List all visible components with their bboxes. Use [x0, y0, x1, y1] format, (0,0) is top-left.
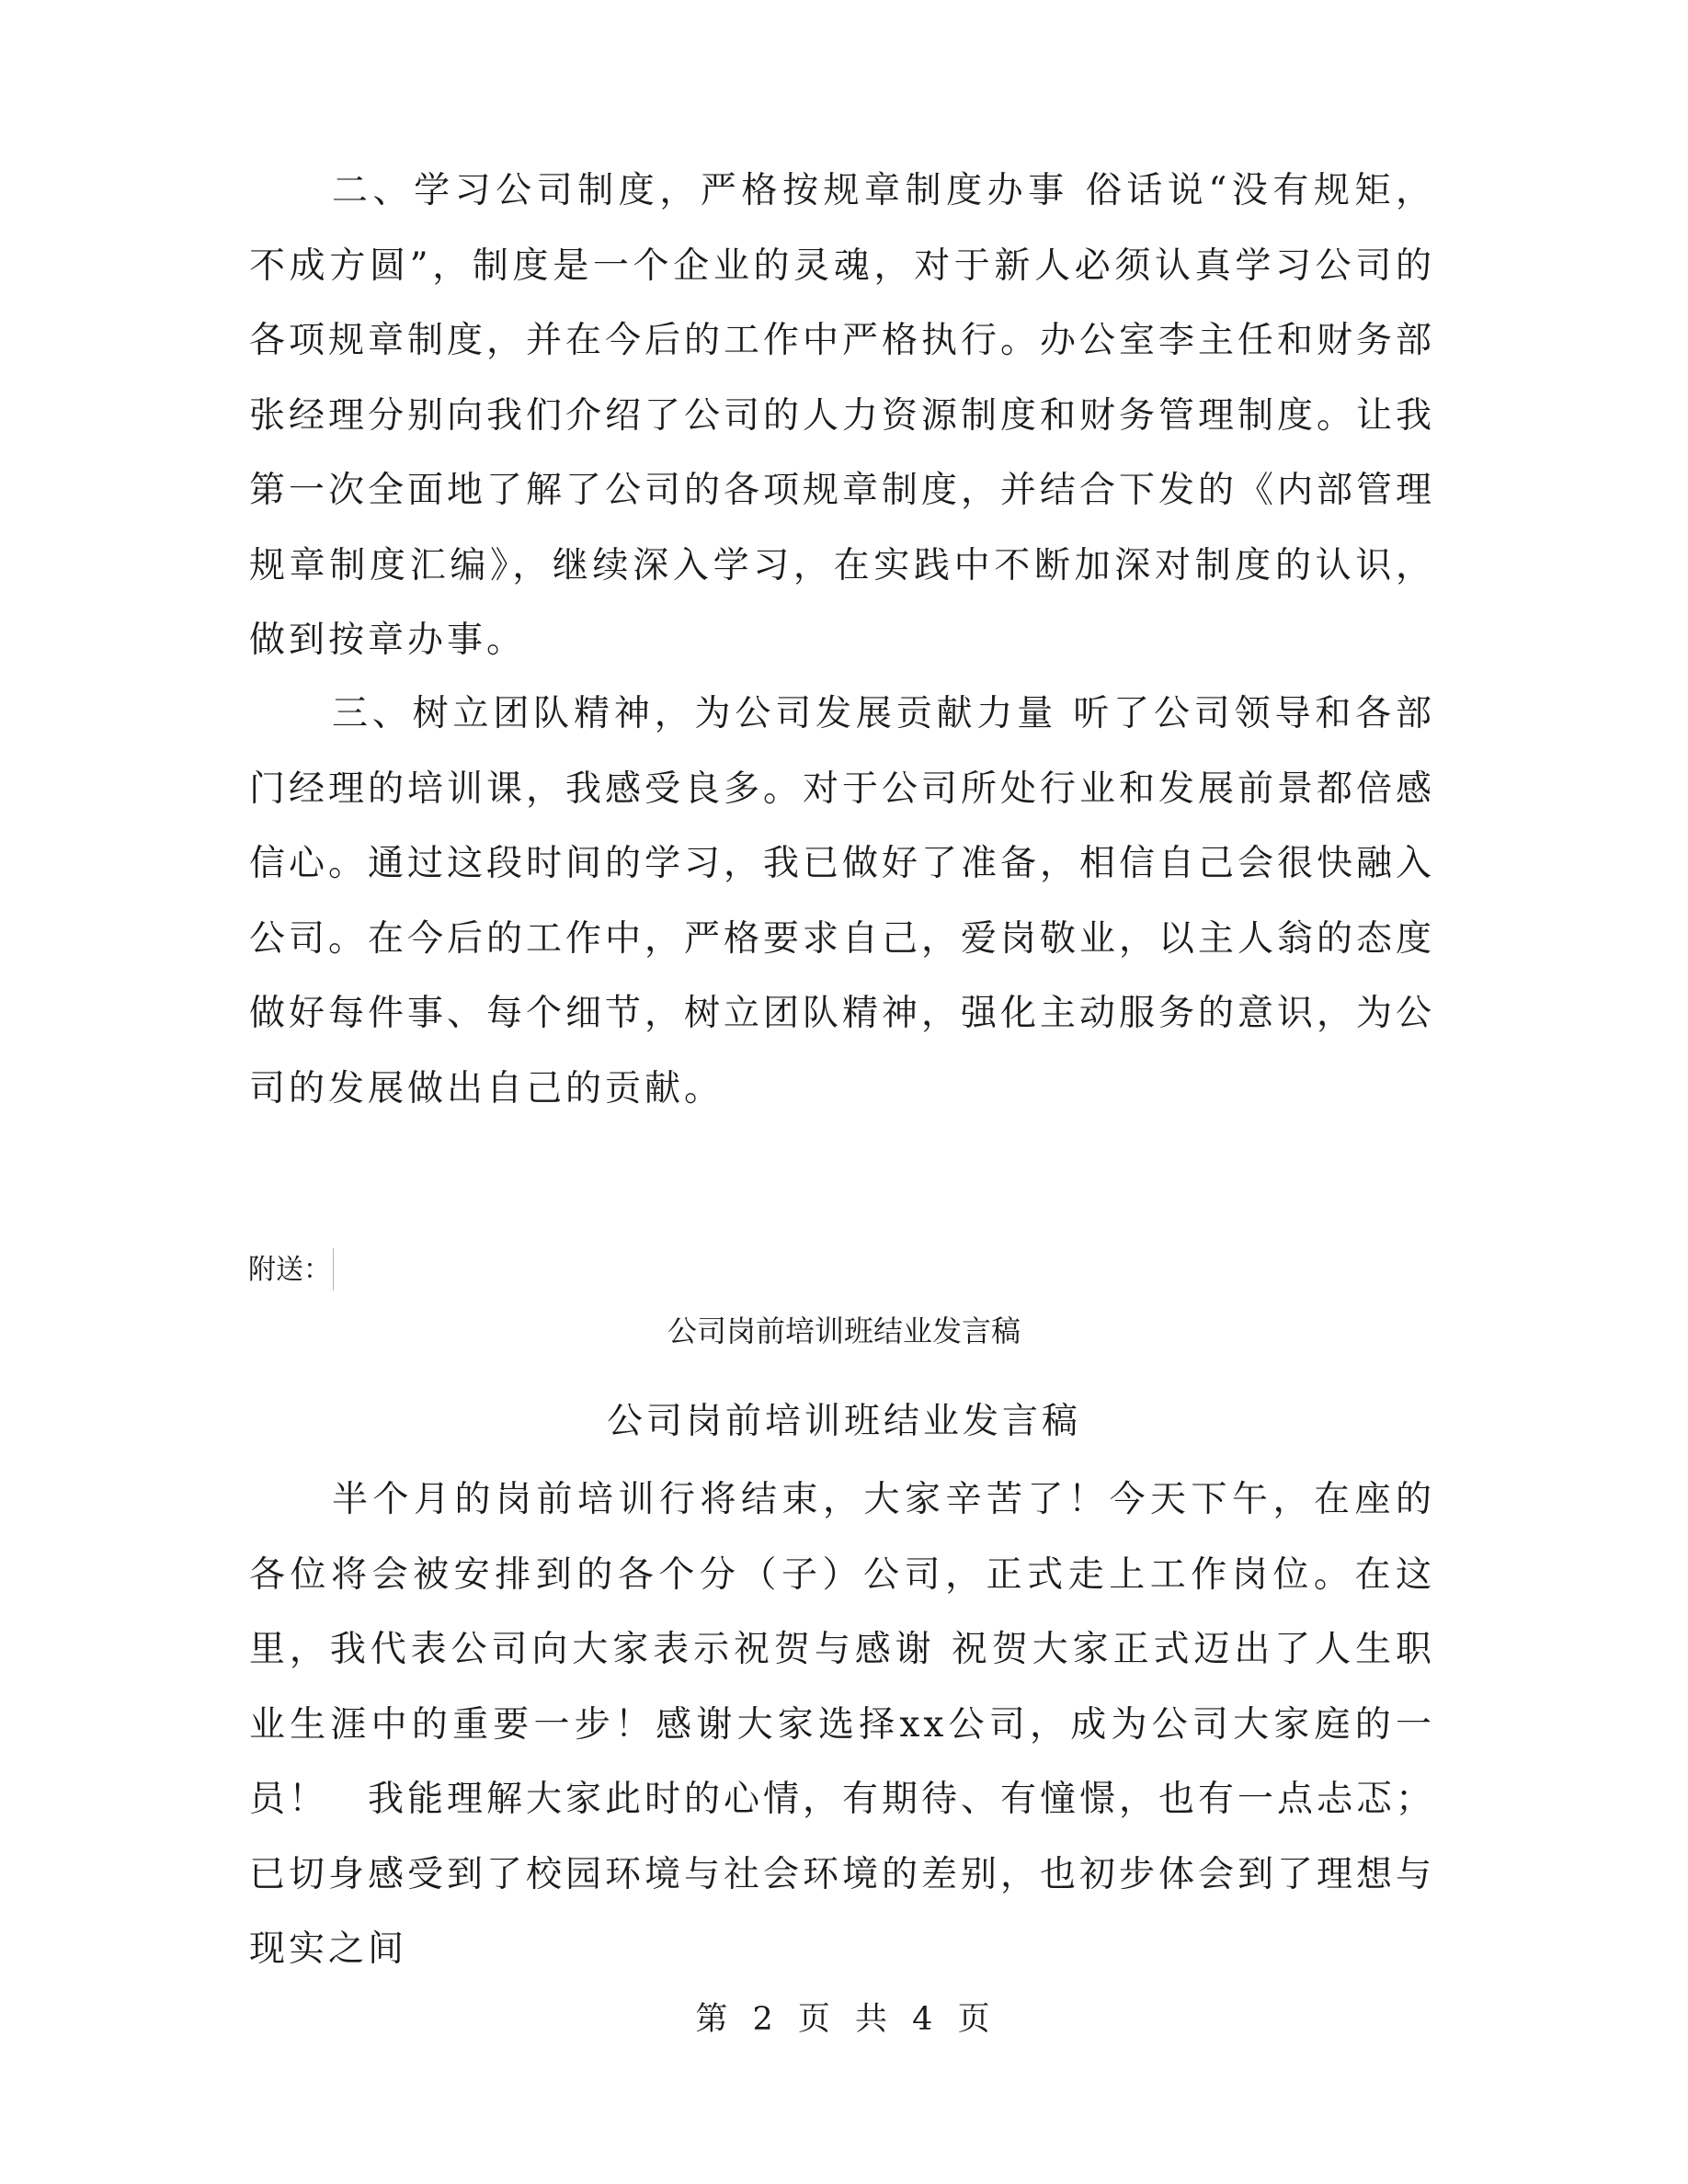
text-cursor	[333, 1248, 334, 1291]
section-three	[249, 677, 1435, 1126]
speech-body	[249, 1462, 1435, 1987]
speech-body-paragraph: 半个月的岗前培训行将结束，大家辛苦了！今天下午，在座的各位将会被安排到的各个分（子）公司，正式走上工作岗位。在这里，我代表公司向大家表示祝贺与感谢 祝贺大家正式迈出了人生职业生涯中的重要一步！感谢大家选择xx公司，成为公司大家庭的一员！ 我能理解大家此时的心情，有期待、有憧憬，也有一点忐忑；已切身感受到了校园环境与社会环境的差别，也初步体会到了理想与现实之间	[249, 1479, 1436, 1970]
page-indicator: 第 2 页 共 4 页	[695, 2001, 993, 2038]
attachment-label: 附送：	[248, 1254, 331, 1286]
section-two	[249, 154, 1435, 678]
speech-title: 公司岗前培训班结业发言稿	[606, 1401, 1081, 1442]
section-three-paragraph: 三、树立团队精神，为公司发展贡献力量 听了公司领导和各部门经理的培训课，我感受良多。对于公司所处行业和发展前景都倍感信心。通过这段时间的学习，我已做好了准备，相信自己会很快融入公司。在今后的工作中，严格要求自己，爱岗敬业，以主人翁的态度做好每件事、每个细节，树立团队精神，强化主动服务的意识，为公司的发展做出自己的贡献。	[249, 693, 1436, 1109]
attachment-title: 公司岗前培训班结业发言稿	[667, 1314, 1021, 1348]
section-two-paragraph: 二、学习公司制度，严格按规章制度办事 俗话说“没有规矩，不成方圆”，制度是一个企业的灵魂，对于新人必须认真学习公司的各项规章制度，并在今后的工作中严格执行。办公室李主任和财务部张经理分别向我们介绍了公司的人力资源制度和财务管理制度。让我第一次全面地了解了公司的各项规章制度，并结合下发的《内部管理规章制度汇编》，继续深入学习，在实践中不断加深对制度的认识，做到按章办事。	[249, 170, 1436, 661]
